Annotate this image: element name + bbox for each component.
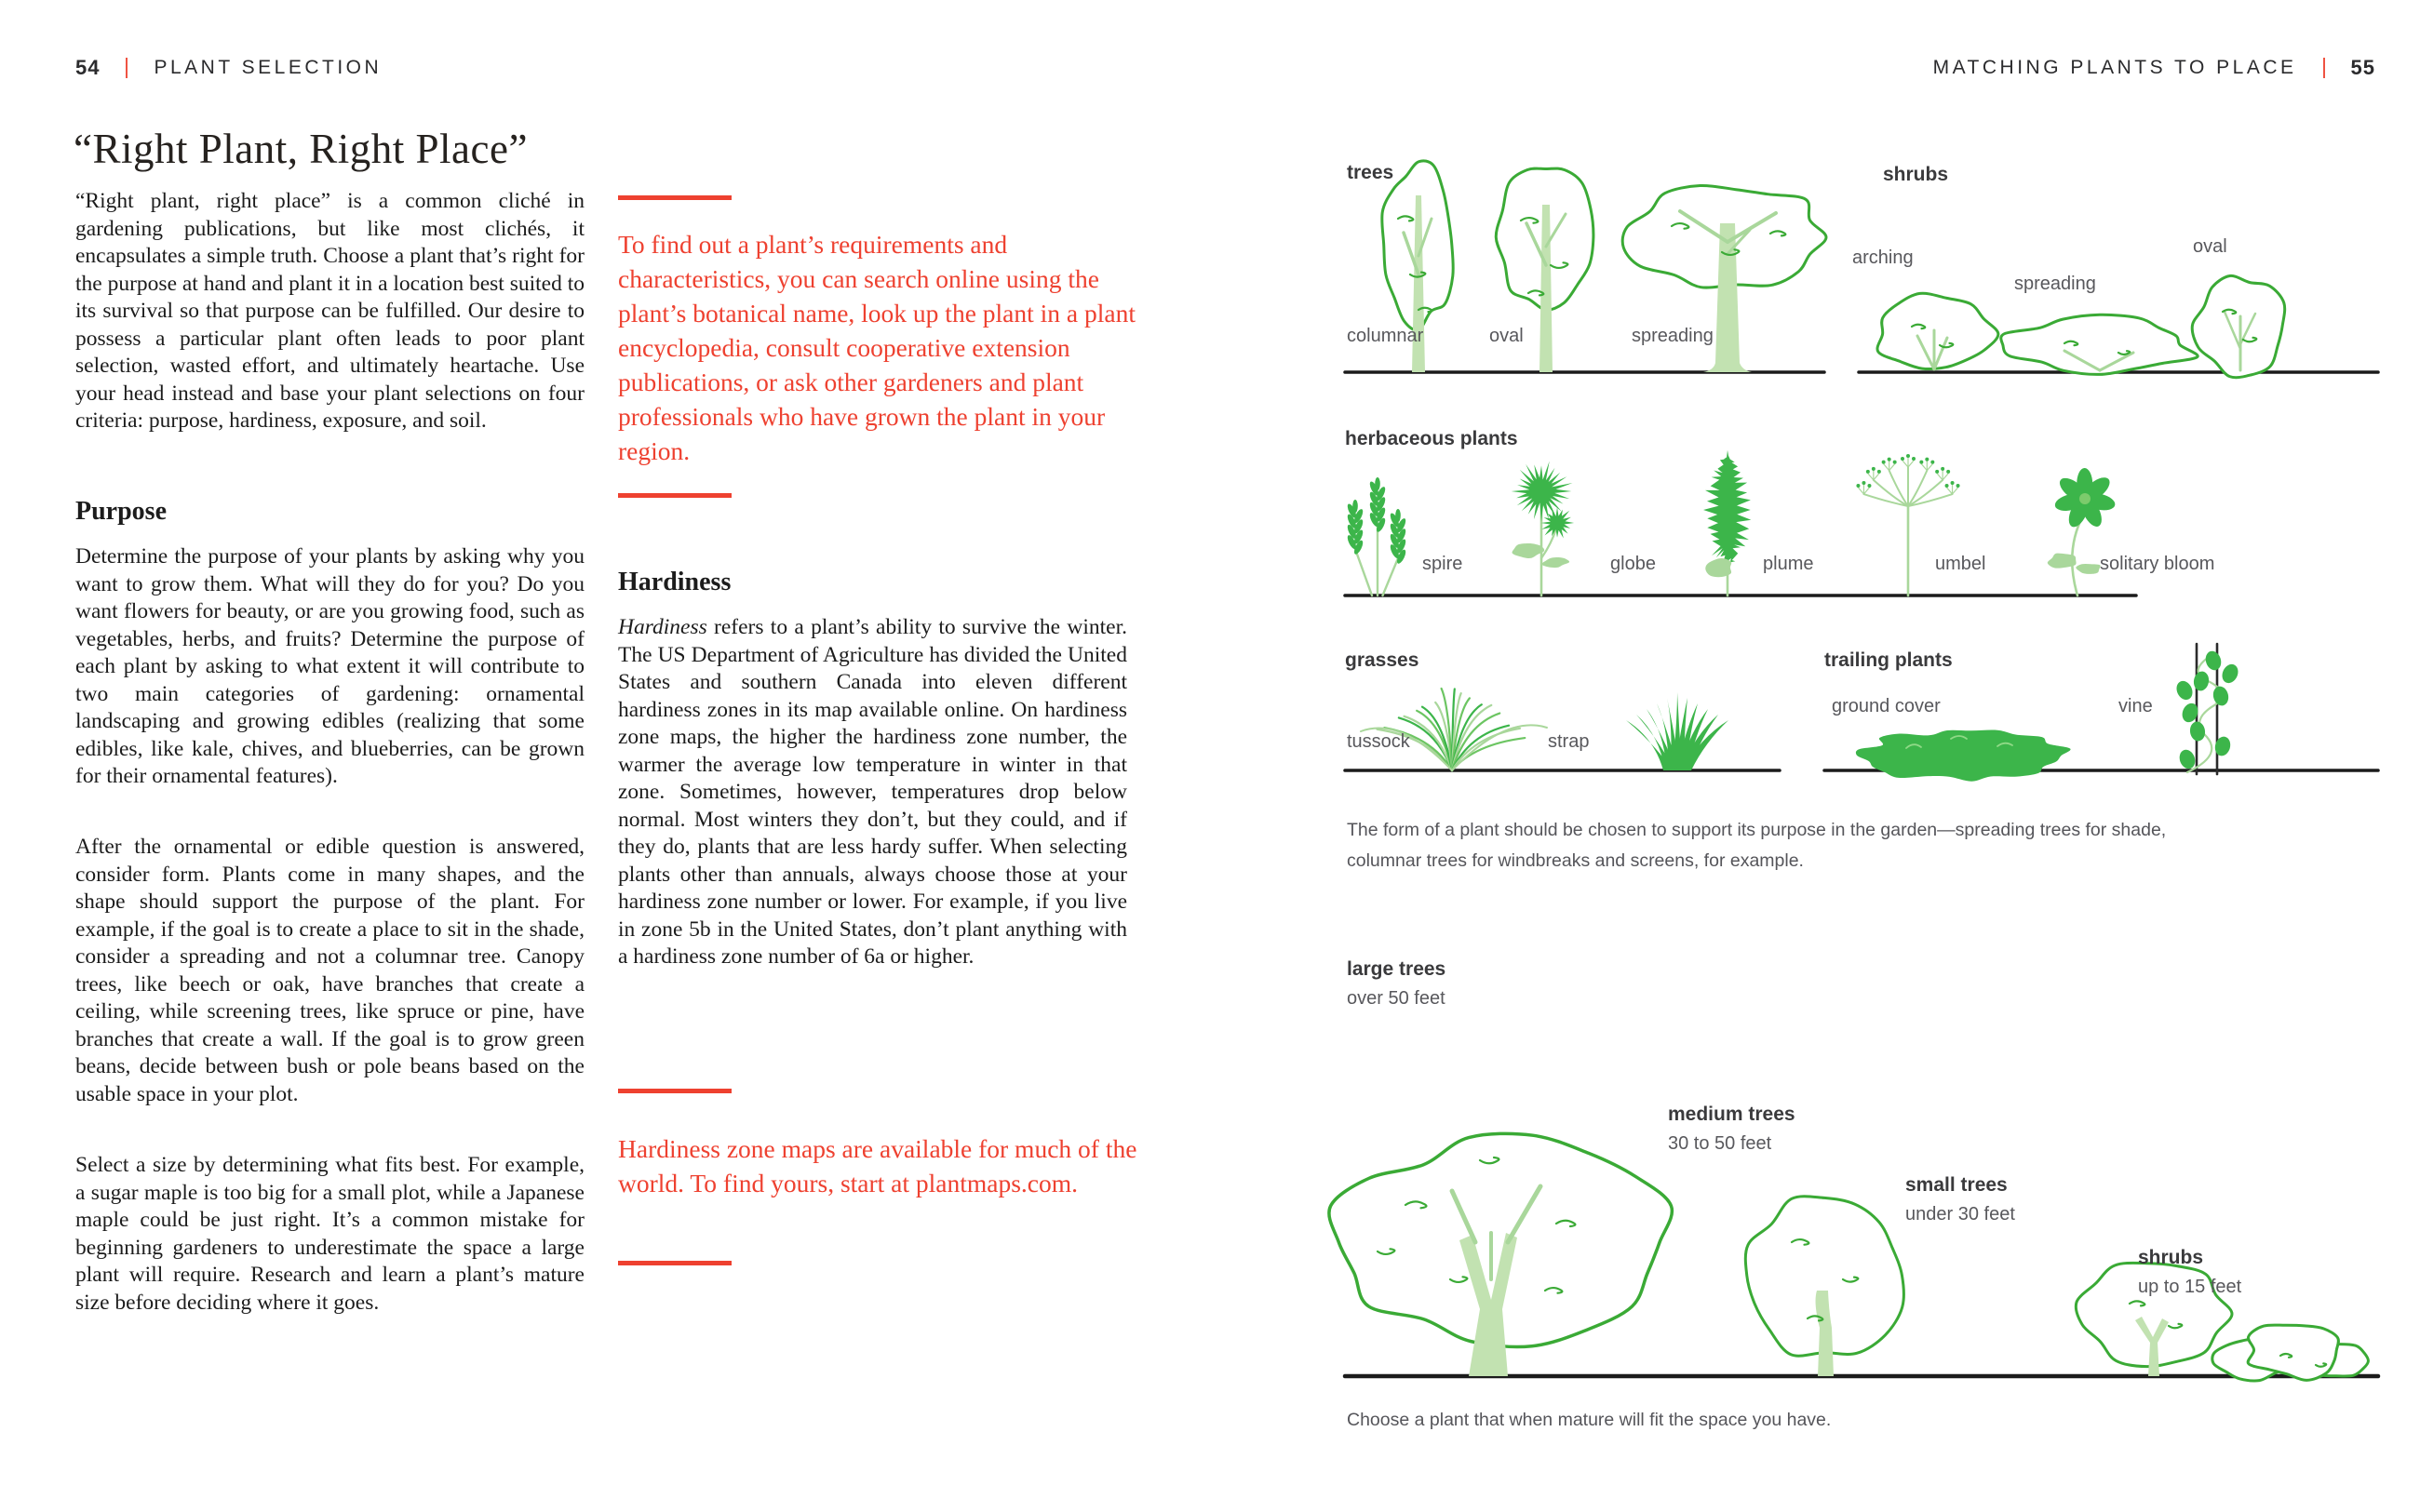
herb-type-globe-label: globe <box>1610 554 1656 574</box>
hardiness-heading: Hardiness <box>618 568 732 596</box>
trailing-group-label: trailing plants <box>1824 649 1953 671</box>
shrub-type-oval-label: oval <box>2193 236 2227 257</box>
shrub-type-arching-label: arching <box>1852 248 1914 268</box>
small-trees-label: small trees <box>1905 1174 2008 1196</box>
shrub-type-spreading-label: spreading <box>2014 274 2096 294</box>
large-trees-range: over 50 feet <box>1347 988 1445 1009</box>
forms-caption: The form of a plant should be chosen to support its purpose in the garden—spreading trees for shade, columnar trees for windbreaks and screens, for example. <box>1347 820 2167 871</box>
hardiness-paragraph <box>618 614 1127 971</box>
chapter-name-left: PLANT SELECTION <box>154 57 383 78</box>
chapter-name-right: MATCHING PLANTS TO PLACE <box>1932 57 2297 78</box>
sizes-caption: Choose a plant that when mature will fit the space you have. <box>1347 1410 1832 1430</box>
purpose-paragraph-2: After the ornamental or edible question is answered, consider form. Plants come in many shapes, and the shape should support the purpose of the plant. For example, if the goal is to create a place to sit in the shade, consider a spreading and not a columnar tree. Canopy trees, like beech or oak, have branches that create a ceiling, while screening trees, like spruce or pine, have branches that create a wall. If the goal is to grow green beans, decide between bush or pole beans based on the usable space in your plot. <box>75 835 585 1106</box>
callout-rule-bottom <box>618 493 732 498</box>
purpose-paragraph-1: Determine the purpose of your plants by asking why you want to grow them. What will they do for you? Do you want flowers for beauty, or are you growing food, such as vegetables, herbs, and fruits? Determine the purpose of each plant by asking to what extent it will contribute to two main categories of gardening: ornamental landscaping and growing edibles (realizing that some edibles, like kale, chives, and blueberries, can be grown for their ornamental features). <box>75 544 585 788</box>
page-number-left: 54 <box>75 56 101 79</box>
header-divider-right <box>2323 58 2325 78</box>
callout-research: To find out a plant’s requirements and characteristics, you can search online using the plant’s botanical name, look up the plant in a plant encyclopedia, consult cooperative extension publications, or ask other gardeners and plant professionals who have grown the plant in your region. <box>618 230 1136 465</box>
herbaceous-forms-diagram <box>1322 447 2150 614</box>
trees-group-label: trees <box>1347 162 1394 183</box>
right-page-header <box>1933 56 2375 80</box>
herb-type-umbel-label: umbel <box>1935 554 1986 574</box>
grass-type-tussock-label: tussock <box>1347 731 1410 752</box>
plant-sizes-diagram <box>1322 1093 2383 1386</box>
intro-paragraph: “Right plant, right place” is a common cliché in gardening publications, but like most clichés, it encapsulates a simple truth. Choose a plant that’s right for the purpose at hand and plant it in a location best suited to its survival so that purpose can be fulfilled. Our desire to possess a particular plant often leads to poor plant selection, wasted effort, and ultimately heartache. Use your head instead and base your plant selections on four criteria: purpose, hardiness, exposure, and soil. <box>75 189 585 433</box>
shrubs-size-label: shrubs <box>2138 1247 2204 1268</box>
medium-trees-label: medium trees <box>1668 1104 1795 1125</box>
large-trees-label: large trees <box>1347 958 1446 980</box>
hardiness-lead-italic: Hardiness <box>618 615 707 639</box>
grass-type-strap-label: strap <box>1548 731 1590 752</box>
callout-zone-maps: Hardiness zone maps are available for much of the world. To find yours, start at plantmaps.com. <box>618 1134 1137 1198</box>
herb-type-solitary-bloom-label: solitary bloom <box>2100 554 2215 574</box>
article-title: “Right Plant, Right Place” <box>74 126 528 172</box>
shrubs-group-label: shrubs <box>1883 164 1949 185</box>
callout2-rule-bottom <box>618 1261 732 1265</box>
small-trees-range: under 30 feet <box>1905 1204 2015 1224</box>
tree-type-oval-label: oval <box>1489 326 1524 346</box>
purpose-paragraph-3: Select a size by determining what fits best. For example, a sugar maple is too big for a small plot, while a Japanese maple could be just right. It’s a common mistake for beginning gardeners to underestimate the space a large plant will require. Research and learn a plant’s mature size before deciding where it goes. <box>75 1153 585 1315</box>
trailing-type-ground-cover-label: ground cover <box>1832 696 1941 716</box>
purpose-heading: Purpose <box>75 497 167 526</box>
tree-type-columnar-label: columnar <box>1347 326 1424 346</box>
left-page-header <box>75 56 382 80</box>
tree-shrub-forms-diagram <box>1322 154 2383 386</box>
page-number-right: 55 <box>2350 56 2375 79</box>
hardiness-body-text: refers to a plant’s ability to survive the winter. The US Department of Agriculture has divided the United States and southern Canada into eleven different hardiness zones in its map available online. On hardiness zone maps, the higher the hardiness zone number, the warmer the average low temperature in winter in that zone. Sometimes, however, temperatures drop below normal. Most winters they don’t, but they could, and if they do, plants that are less hardy suffer. When selecting plants other than annuals, always choose those at your hardiness zone number or lower. For example, if you live in zone 5b in the United States, don’t plant anything with a hardiness zone number of 6a or higher. <box>618 615 1127 969</box>
callout-rule-top <box>618 195 732 200</box>
herbaceous-group-label: herbaceous plants <box>1345 428 1518 449</box>
herb-type-plume-label: plume <box>1763 554 1814 574</box>
trailing-type-vine-label: vine <box>2118 696 2153 716</box>
shrubs-size-range: up to 15 feet <box>2138 1277 2242 1297</box>
medium-trees-range: 30 to 50 feet <box>1668 1133 1772 1154</box>
header-divider-left <box>126 58 128 78</box>
callout2-rule-top <box>618 1089 732 1093</box>
grasses-group-label: grasses <box>1345 649 1419 671</box>
tree-type-spreading-label: spreading <box>1632 326 1714 346</box>
herb-type-spire-label: spire <box>1422 554 1463 574</box>
